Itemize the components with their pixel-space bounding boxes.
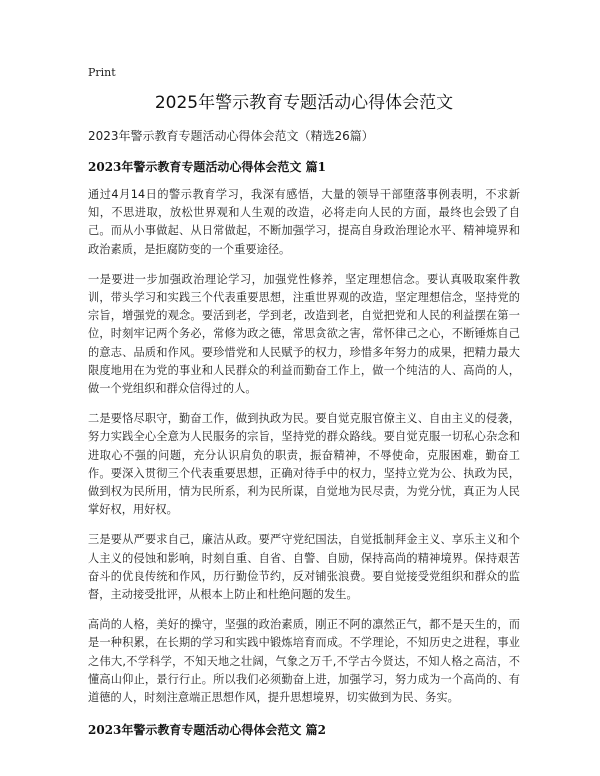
section-heading-2: 2023年警示教育专题活动心得体会范文 篇2 [88, 723, 326, 738]
paragraph: 三是要从严要求自己，廉洁从政。要严守党纪国法，自觉抵制拜金主义、享乐主义和个人主义的侵蚀和影响，时刻自重、自省、自警、自励，保持高尚的精神境界。保持艰苦奋斗的优良传统和作风，历行勤俭节约，反对铺张浪费。要自觉接受党组织和群众的监督，主动接受批评，从根本上防止和杜绝问题的发生。 [88, 533, 520, 602]
print-label[interactable]: Print [88, 66, 116, 79]
paragraph: 一是要进一步加强政治理论学习，加强党性修养，坚定理想信念。要认真吸取案件教训，带头学习和实践三个代表重要思想，注重世界观的改造，坚定理想信念，坚持党的宗旨，增强党的观念。要活到老，学到老，改造到老，自觉把党和人民的利益摆在第一位，时刻牢记两个务必，常修为政之德，常思贪欲之害，常怀律己之心，不断锤炼自己的意志、品质和作风。要珍惜党和人民赋予的权力，珍惜多年努力的成果，把精力最大限度地用在为党的事业和人民群众的利益而勤奋工作上，做一个纯洁的人、高尚的人，做一个党组织和群众信得过的人。 [88, 272, 520, 396]
paragraph: 二是要恪尽职守，勤奋工作，做到执政为民。要自觉克服官僚主义、自由主义的侵袭，努力实践全心全意为人民服务的宗旨，坚持党的群众路线。要自觉克服一切私心杂念和进取心不强的问题，充分认识肩负的职责，振奋精神，不辱使命，克服困难，勤奋工作。要深入贯彻三个代表重要思想，正确对待手中的权力，坚持立党为公、执政为民，做到权为民所用，情为民所系，利为民所谋，自觉地为民尽责，为党分忧，真正为人民掌好权，用好权。 [88, 412, 520, 517]
section-heading-1: 2023年警示教育专题活动心得体会范文 篇1 [88, 160, 326, 174]
paragraph: 通过4月14日的警示教育学习，我深有感悟，大量的领导干部堕落事例表明，不求新知，不思进取，放松世界观和人生观的改造，必将走向人民的方面，最终也会毁了自己。而从小事做起、从日常做起，不断加强学习，提高自身政治理论水平、精神境界和政治素质，是拒腐防变的一个重要途径。 [88, 188, 520, 256]
page-title: 2025年警示教育专题活动心得体会范文 [154, 93, 454, 113]
document-page [88, 66, 520, 738]
document-subtitle: 2023年警示教育专题活动心得体会范文（精选26篇） [88, 129, 374, 143]
paragraph: 高尚的人格，美好的操守，坚强的政治素质，刚正不阿的凛然正气，都不是天生的，而是一种积累，在长期的学习和实践中锻炼培育而成。不学理论，不知历史之进程，事业之伟大,不学科学，不知天地之壮阔，气象之万千,不学古今贤达，不知人格之高洁，不懂高山仰止，景行行止。所以我们必须勤奋上进，加强学习，努力成为一个高尚的、有道德的人，时刻注意端正思想作风，提升思想境界，切实做到为民、务实。 [88, 618, 520, 705]
